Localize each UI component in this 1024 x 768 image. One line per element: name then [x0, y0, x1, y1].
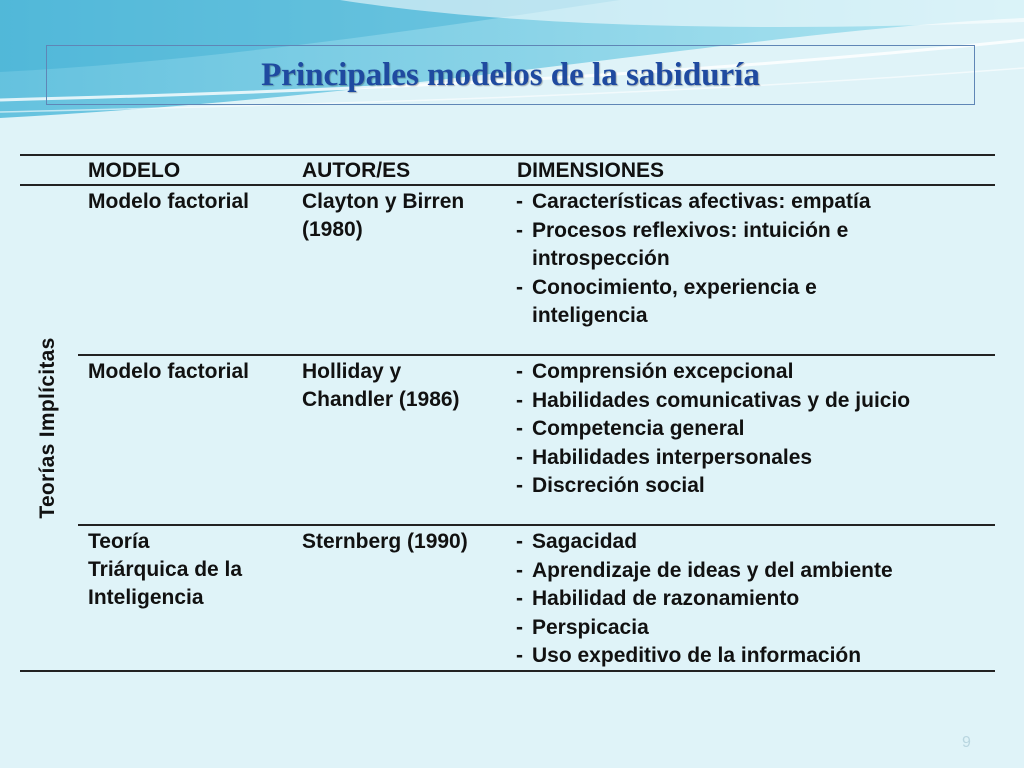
- row-separator-2: [78, 524, 995, 526]
- row-1-autor-line: (1980): [302, 218, 363, 241]
- page-number: 9: [962, 734, 971, 751]
- dimension-item: - Aprendizaje de ideas y del ambiente: [516, 558, 893, 582]
- group-label-text: Teorías Implícitas: [36, 337, 59, 519]
- row-3-modelo-line: Inteligencia: [88, 586, 204, 609]
- title-box: [46, 45, 975, 105]
- row-3-modelo: [88, 528, 242, 612]
- row-3-dimensiones: [516, 528, 986, 671]
- dimension-item: - Comprensión excepcional: [516, 360, 794, 383]
- row-3-autor-line: Sternberg (1990): [302, 530, 468, 553]
- row-1-modelo-line: Modelo factorial: [88, 190, 250, 213]
- dimension-item: - Perspicacia: [516, 615, 649, 639]
- row-1-dimensiones: [516, 188, 906, 331]
- row-separator-1: [78, 354, 995, 356]
- dimension-item: - Sagacidad: [516, 530, 638, 553]
- row-3-autor: [302, 528, 468, 556]
- table-top-rule: [20, 154, 995, 156]
- dimension-item: - Características afectivas: empatía: [516, 190, 871, 213]
- dimension-item: - Uso expeditivo de la información: [516, 644, 862, 667]
- dimension-item: - Habilidades comunicativas y de juicio: [516, 388, 911, 412]
- slide-title: Principales modelos de la sabiduría: [261, 57, 760, 93]
- dimension-item: - Habilidad de razonamiento: [516, 587, 800, 610]
- dimension-item: - Competencia general: [516, 417, 745, 440]
- row-1-modelo: [88, 188, 249, 216]
- row-2-modelo-line: Modelo factorial: [88, 360, 250, 383]
- row-3-modelo-line: Teoría: [88, 530, 150, 553]
- row-2-autor-line: Holliday y: [302, 360, 402, 383]
- dimension-item: - Conocimiento, experiencia e inteligencia: [516, 275, 817, 327]
- row-2-modelo: [88, 358, 249, 386]
- row-2-autor: [302, 358, 460, 414]
- dimension-item: - Habilidades interpersonales: [516, 445, 813, 469]
- row-1-autor-line: Clayton y Birren: [302, 190, 465, 213]
- header-autor: AUTOR/ES: [302, 159, 411, 182]
- row-1-autor: [302, 188, 464, 244]
- header-modelo: MODELO: [88, 159, 181, 182]
- row-3-modelo-line: Triárquica de la: [88, 558, 243, 581]
- dimension-item: - Discreción social: [516, 474, 705, 497]
- header-dimensiones: DIMENSIONES: [517, 159, 665, 182]
- dimension-item: - Procesos reflexivos: intuición e introspección: [516, 218, 849, 270]
- row-2-dimensiones: [516, 358, 986, 501]
- row-2-autor-line: Chandler (1986): [302, 388, 460, 411]
